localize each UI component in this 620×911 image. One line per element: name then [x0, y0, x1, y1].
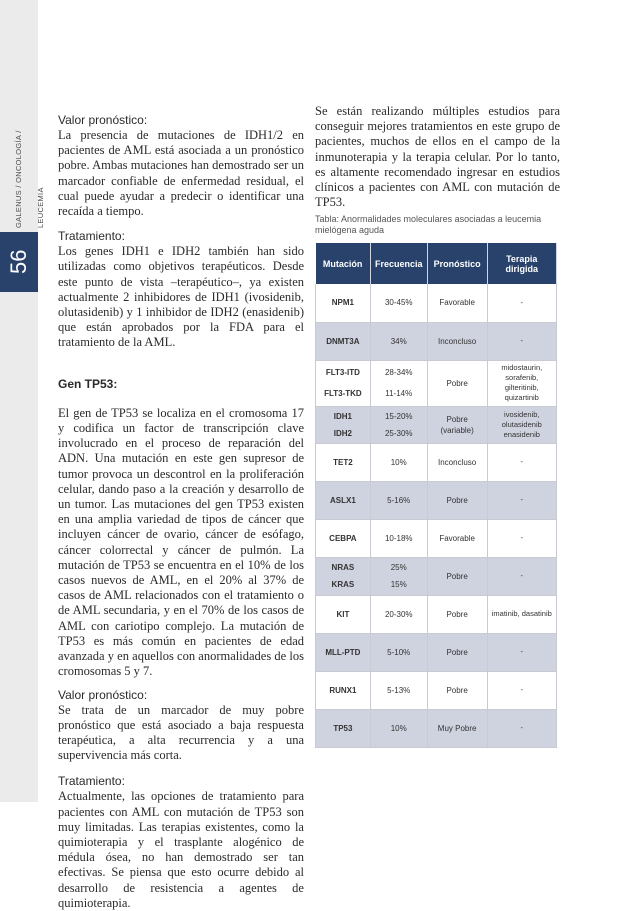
cell-mutation: MLL-PTD: [316, 633, 371, 671]
table-caption: Tabla: Anormalidades moleculares asociadas a leucemia mielógena aguda: [315, 214, 542, 235]
cell-frequency: [370, 406, 427, 443]
table-row: [316, 481, 557, 519]
cell-therapy: -: [487, 671, 556, 709]
treatment-heading-2: Tratamiento:: [58, 774, 125, 789]
cell-therapy: -: [487, 443, 556, 481]
cell-mutation: TP53: [316, 709, 371, 747]
table-row: [316, 322, 557, 360]
cell-therapy: -: [487, 284, 556, 322]
cell-frequency-a: 28-34%: [384, 368, 413, 377]
prognosis-heading-2: Valor pronóstico:: [58, 687, 148, 702]
cell-therapy: imatinib, dasatinib: [487, 595, 556, 633]
cell-therapy: -: [487, 709, 556, 747]
prognosis-text-1: La presencia de mutaciones de IDH1/2 en pacientes de AML está asociada a un pronóstico pobre. Ambas mutaciones han demostrado ser un marcador confiable de enfermedad residual, el cual puede ayudar a predecir o identificar una recaída a tiempo.: [58, 128, 304, 219]
mutation-table: [315, 243, 557, 748]
cell-therapy: -: [487, 322, 556, 360]
section-label: GALENUS / ONCOLOGÍA / LEUCEMIA: [14, 130, 45, 228]
cell-frequency: 5-13%: [370, 671, 427, 709]
cell-frequency-b: 25-30%: [384, 428, 413, 438]
right-column: [315, 104, 560, 210]
header-therapy: Terapia dirigida: [487, 243, 556, 284]
cell-mutation-a: NRAS: [331, 563, 355, 572]
cell-therapy: -: [487, 557, 556, 595]
cell-mutation: CEBPA: [316, 519, 371, 557]
table-row: [316, 284, 557, 322]
prognosis-text-2: Se trata de un marcador de muy pobre pronóstico que está asociado a baja respuesta terapéutica, a alta recurrencia y a una supervivencia más corta.: [58, 702, 304, 763]
cell-frequency: [370, 557, 427, 595]
table-row: [316, 519, 557, 557]
cell-prognosis: Inconcluso: [427, 322, 487, 360]
cell-frequency-a: 25%: [390, 563, 407, 572]
intro-text: Se están realizando múltiples estudios para conseguir mejores tratamientos en este grupo de pacientes, muchos de ellos en el campo de la inmunoterapia y la terapia celular. Por lo tanto, es altamente recomendado ingresar en estudios clínicos a pacientes con AML con mutación de TP53.: [315, 104, 560, 210]
gene-heading: Gen TP53:: [58, 376, 118, 391]
cell-mutation-b: KRAS: [331, 580, 355, 589]
table-header-row: [316, 243, 557, 284]
cell-frequency: 20-30%: [370, 595, 427, 633]
cell-frequency-a: 15-20%: [384, 411, 413, 421]
cell-mutation-a: IDH1: [333, 411, 352, 421]
cell-prognosis: Pobre: [427, 360, 487, 406]
cell-mutation: [316, 406, 371, 443]
cell-prognosis: Inconcluso: [427, 443, 487, 481]
cell-mutation: TET2: [316, 443, 371, 481]
cell-prognosis: Muy Pobre: [427, 709, 487, 747]
header-prognosis: Pronóstico: [427, 243, 487, 284]
table-row: [316, 406, 557, 443]
cell-mutation-a: FLT3-ITD: [325, 368, 360, 377]
cell-prognosis: Pobre: [427, 557, 487, 595]
cell-prognosis: Pobre: [427, 633, 487, 671]
cell-mutation: [316, 360, 371, 406]
table-row: [316, 633, 557, 671]
prognosis-heading-1: Valor pronóstico:: [58, 113, 148, 127]
cell-mutation: ASLX1: [316, 481, 371, 519]
cell-prognosis: Pobre: [427, 595, 487, 633]
header-frequency: Frecuencia: [370, 243, 427, 284]
cell-mutation-b: IDH2: [333, 428, 352, 438]
cell-mutation: RUNX1: [316, 671, 371, 709]
cell-therapy: ivosidenib, olutasidenib enasidenib: [487, 406, 556, 443]
cell-frequency-b: 15%: [390, 580, 407, 589]
header-mutation: Mutación: [316, 243, 371, 284]
cell-mutation: DNMT3A: [316, 322, 371, 360]
table-row: [316, 443, 557, 481]
gene-text: El gen de TP53 se localiza en el cromosoma 17 y codifica un factor de transcripción clave involucrado en el proceso de reparación del ADN. Una mutación en este gen supresor de tumor provoca un descontrol en la proliferación celular, dando paso a la creación y desarrollo de un tumor. Las mutaciones del gen TP53 existen en una amplia variedad de tipos de cáncer que incluyen cáncer de ovario, cáncer de esófago, cáncer colorrectal y cáncer de pulmón. La mutación de TP53 se encuentra en el 10% de los casos nuevos de AML, en el 20% al 37% de casos de AML relacionados con el tratamiento o de AML secundaria, y en el 70% de los casos de AML con cariotipo complejo. La mutación de TP53 es más común en pacientes de edad avanzada y en aquellos con anormalidades de los cromosomas 5 y 7.: [58, 405, 304, 679]
cell-frequency: 5-16%: [370, 481, 427, 519]
cell-frequency: 10-18%: [370, 519, 427, 557]
cell-frequency: 5-10%: [370, 633, 427, 671]
table-row: [316, 671, 557, 709]
cell-mutation: NPM1: [316, 284, 371, 322]
treatment-heading-1: Tratamiento:: [58, 229, 125, 244]
cell-mutation-b: FLT3-TKD: [324, 389, 362, 398]
cell-frequency: 30-45%: [370, 284, 427, 322]
cell-prognosis: Favorable: [427, 284, 487, 322]
cell-frequency: 10%: [370, 709, 427, 747]
cell-mutation: [316, 557, 371, 595]
cell-therapy: -: [487, 481, 556, 519]
cell-frequency: 10%: [370, 443, 427, 481]
cell-mutation: KIT: [316, 595, 371, 633]
cell-prognosis: Pobre (variable): [427, 406, 487, 443]
left-column: [58, 113, 304, 911]
cell-therapy: -: [487, 519, 556, 557]
cell-frequency: 34%: [370, 322, 427, 360]
table-row: [316, 360, 557, 406]
cell-prognosis: Pobre: [427, 481, 487, 519]
cell-frequency-b: 11-14%: [385, 389, 413, 398]
page-number: 56: [6, 249, 31, 275]
cell-therapy: -: [487, 633, 556, 671]
treatment-text-1: Los genes IDH1 e IDH2 también han sido utilizadas como objetivos terapéuticos. Desde este punto de vista –terapéutico–, ya existen actualmente 2 inhibidores de IDH1 (ivosidenib, olutasidenib) y 1 inhibidor de IDH2 (enasidenib) que están aprobados por la FDA para el tratamiento de la AML.: [58, 244, 304, 350]
cell-therapy: midostaurin, sorafenib, gilteritinib, quizartinib: [487, 360, 556, 406]
table-row: [316, 595, 557, 633]
treatment-text-2: Actualmente, las opciones de tratamiento para pacientes con AML con mutación de TP53 son muy limitadas. Las terapias existentes, como la quimioterapia y el trasplante alogénico de médula ósea, no han demostrado ser tan efectivas. Se piensa que esto ocurre debido al desarrollo de resistencia a agentes de quimioterapia.: [58, 789, 304, 910]
cell-prognosis: Pobre: [427, 671, 487, 709]
table-row: [316, 557, 557, 595]
cell-prognosis: Favorable: [427, 519, 487, 557]
cell-frequency: [370, 360, 427, 406]
table-row: [316, 709, 557, 747]
